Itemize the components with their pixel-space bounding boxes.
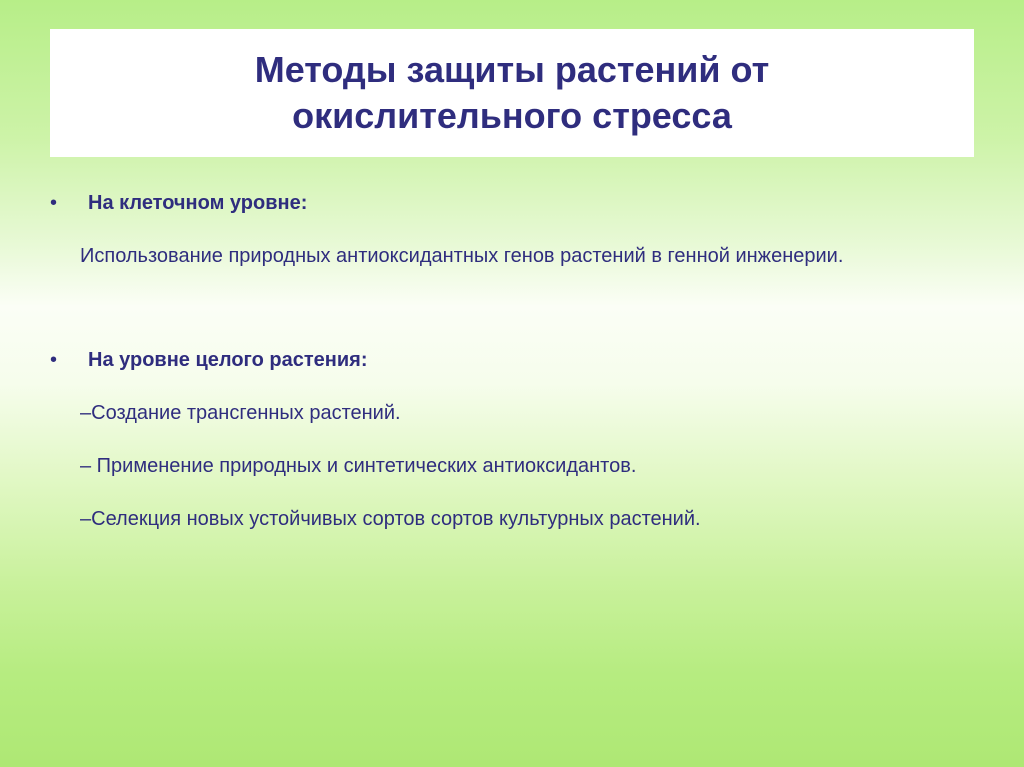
slide-title bbox=[255, 47, 770, 139]
section-heading-cellular: На клеточном уровне: bbox=[88, 192, 308, 214]
whole-plant-item-3: –Селекция новых устойчивых сортов сортов культурных растений. bbox=[80, 508, 701, 530]
bullet-icon: • bbox=[50, 349, 58, 371]
section-heading-whole-plant: На уровне целого растения: bbox=[88, 349, 368, 371]
bullet-icon: • bbox=[50, 192, 58, 214]
slide-title-line-2: окислительного стресса bbox=[292, 95, 732, 136]
title-box bbox=[50, 29, 974, 157]
whole-plant-item-2: – Применение природных и синтетических антиоксидантов. bbox=[80, 455, 637, 477]
bullet-whole-plant-level bbox=[50, 349, 367, 372]
whole-plant-item-1: –Создание трансгенных растений. bbox=[80, 402, 401, 424]
slide-title-line-1: Методы защиты растений от bbox=[254, 49, 770, 90]
cellular-level-text: Использование природных антиоксидантных генов растений в генной инженерии. bbox=[80, 245, 844, 267]
bullet-cellular-level bbox=[50, 192, 307, 215]
